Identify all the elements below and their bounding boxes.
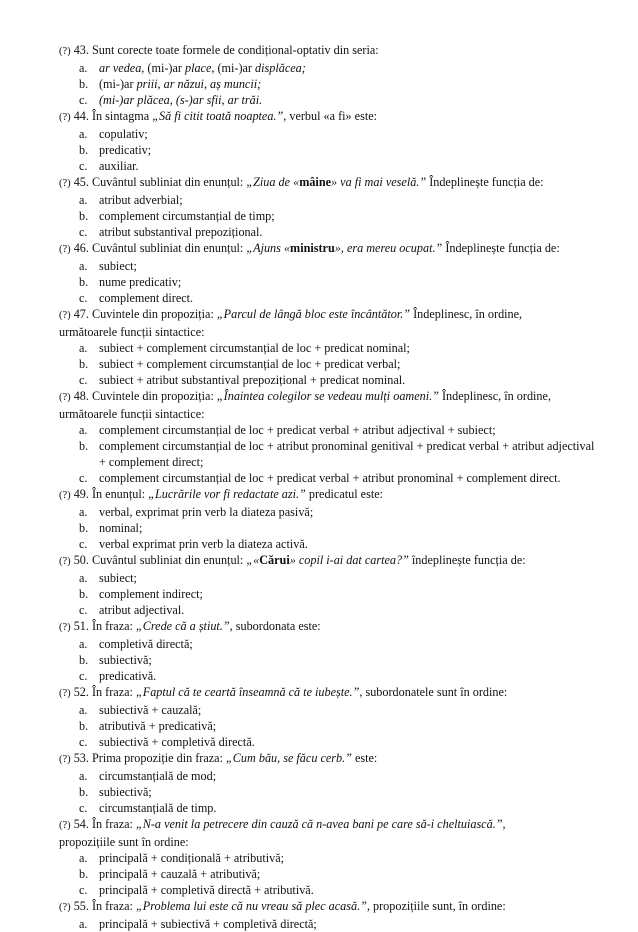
option-text: verbal, exprimat prin verb la diateza pasivă; — [99, 505, 314, 519]
question-mark: (?) — [59, 310, 71, 321]
question-mark: (?) — [59, 178, 71, 189]
option-text: completivă directă; — [99, 637, 193, 651]
question-text-part: „Parcul de lângă bloc este încântător.” — [216, 307, 411, 321]
question-mark: (?) — [59, 490, 71, 501]
answer-option — [79, 504, 598, 520]
question-text-part: „Înaintea colegilor se vedeau mulți oameni.” — [216, 389, 439, 403]
option-letter: b. — [79, 275, 89, 289]
option-letter: a. — [79, 851, 88, 865]
question-number: 43. — [73, 43, 89, 57]
question-text-part: , — [502, 817, 506, 831]
option-letter: a. — [79, 703, 88, 717]
answer-option — [79, 586, 598, 602]
question-text-part: », era mereu ocupat.” — [334, 241, 443, 255]
question-text-part: În fraza: — [91, 619, 136, 633]
question-text-part: În fraza: — [91, 685, 136, 699]
question-text-part: „Cum bău, se făcu cerb.” — [226, 751, 352, 765]
option-letter: a. — [79, 127, 88, 141]
question-46 — [59, 240, 598, 258]
question-mark: (?) — [59, 112, 71, 123]
answer-option — [79, 652, 598, 668]
answer-option — [79, 784, 598, 800]
answer-option — [79, 866, 598, 882]
question-mark: (?) — [59, 556, 71, 567]
option-text: subiectivă + cauzală; — [99, 703, 202, 717]
question-mark: (?) — [59, 688, 71, 699]
question-text-part: » va fi mai veselă.” — [331, 175, 427, 189]
option-text: nume predicativ; — [99, 275, 182, 289]
option-text: complement circumstanțial de loc + predicat verbal + atribut pronominal + complement direct. — [99, 471, 561, 485]
answer-option — [79, 800, 598, 816]
option-letter: b. — [79, 143, 89, 157]
option-text: complement direct. — [99, 291, 194, 305]
answer-option — [79, 340, 598, 356]
question-number: 51. — [73, 619, 89, 633]
option-text: verbal exprimat prin verb la diateza activă. — [99, 537, 308, 551]
answer-option — [79, 356, 598, 372]
option-letter: b. — [79, 77, 89, 91]
question-text-part: Cuvântul subliniat din enunțul: — [91, 241, 247, 255]
question-number: 52. — [73, 685, 89, 699]
question-55 — [59, 898, 598, 916]
option-text: complement circumstanțial de timp; — [99, 209, 275, 223]
question-44 — [59, 108, 598, 126]
question-50 — [59, 552, 598, 570]
option-text: atribut adjectival. — [99, 603, 185, 617]
question-text-part: Cărui — [259, 553, 290, 567]
question-mark: (?) — [59, 244, 71, 255]
question-continuation: următoarele funcții sintactice: — [59, 407, 205, 421]
question-text-part: Îndeplinește funcția de: — [426, 175, 544, 189]
question-text-part: , subordonatele sunt în ordine: — [359, 685, 508, 699]
question-text: Sunt corecte toate formele de condițional-optativ din seria: — [91, 43, 379, 57]
option-text: nominal; — [99, 521, 143, 535]
option-text: atributivă + predicativă; — [99, 719, 217, 733]
option-letter: c. — [79, 883, 88, 897]
option-text: copulativ; — [99, 127, 148, 141]
question-text-part: În sintagma — [91, 109, 153, 123]
option-text-part: (mi-)ar plăcea, (s-)ar sfii, ar trăi. — [99, 93, 263, 107]
answer-option — [79, 258, 598, 274]
option-text: predicativ; — [99, 143, 152, 157]
answer-option — [79, 536, 598, 552]
option-letter: c. — [79, 669, 88, 683]
question-text-part: , verbul «a fi» este: — [283, 109, 378, 123]
option-text: subiectivă + completivă directă. — [99, 735, 255, 749]
option-text: subiect + complement circumstanțial de loc + predicat verbal; — [99, 357, 401, 371]
option-letter: c. — [79, 603, 88, 617]
answer-option — [79, 372, 598, 388]
question-number: 48. — [73, 389, 89, 403]
answer-option — [79, 126, 598, 142]
answer-option — [79, 142, 598, 158]
question-text-part: este: — [351, 751, 378, 765]
answer-option — [79, 290, 598, 306]
question-text-part: „Faptul că te ceartă înseamnă că te iubește.” — [135, 685, 360, 699]
question-text-part: , subordonata este: — [229, 619, 321, 633]
question-text-part: predicatul este: — [305, 487, 383, 501]
question-text-part: „Crede că a știut.” — [135, 619, 230, 633]
question-53 — [59, 750, 598, 768]
answer-option — [79, 718, 598, 734]
answer-option — [79, 158, 598, 174]
option-text: subiect + complement circumstanțial de loc + predicat nominal; — [99, 341, 410, 355]
option-letter: c. — [79, 471, 88, 485]
answer-option — [79, 438, 598, 470]
question-text-part: Prima propoziție din fraza: — [91, 751, 226, 765]
answer-option — [79, 734, 598, 750]
option-letter: a. — [79, 423, 88, 437]
answer-option — [79, 274, 598, 290]
option-text-part: (mi-)ar — [99, 77, 137, 91]
answer-option — [79, 208, 598, 224]
option-text: predicativă. — [99, 669, 157, 683]
question-mark: (?) — [59, 902, 71, 913]
option-letter: c. — [79, 159, 88, 173]
option-letter: a. — [79, 193, 88, 207]
question-text-part: În enunțul: — [91, 487, 149, 501]
answer-option — [79, 668, 598, 684]
question-text-part: Cuvântul subliniat din enunțul: — [91, 175, 247, 189]
answer-option — [79, 470, 598, 486]
option-letter: a. — [79, 917, 88, 931]
option-text: complement circumstanțial de loc + atribut pronominal genitival + predicat verbal + atribut adjectival + complement direct; — [99, 439, 595, 469]
answer-option — [79, 702, 598, 718]
question-number: 47. — [73, 307, 89, 321]
question-text-part: Cuvântul subliniat din enunțul: — [91, 553, 247, 567]
answer-option — [79, 850, 598, 866]
question-48 — [59, 388, 598, 406]
answer-option — [79, 224, 598, 240]
option-text-part: priii, ar năzui, aș muncii; — [136, 77, 262, 91]
option-text-part: displăcea; — [255, 61, 306, 75]
option-text: principală + cauzală + atributivă; — [99, 867, 261, 881]
question-text-part: „Ajuns « — [246, 241, 291, 255]
question-number: 53. — [73, 751, 89, 765]
question-43 — [59, 42, 598, 60]
question-text-part: Îndeplinesc, în ordine, — [438, 389, 551, 403]
option-letter: b. — [79, 357, 89, 371]
option-letter: b. — [79, 653, 89, 667]
answer-option — [79, 192, 598, 208]
option-text: subiectivă; — [99, 785, 152, 799]
option-letter: a. — [79, 505, 88, 519]
answer-option — [79, 570, 598, 586]
question-text-part: Cuvintele din propoziția: — [91, 307, 217, 321]
question-text-part: mâine — [299, 175, 332, 189]
question-number: 44. — [73, 109, 89, 123]
question-number: 54. — [73, 817, 89, 831]
question-text-part: Îndeplinește funcția de: — [442, 241, 560, 255]
option-letter: b. — [79, 439, 89, 453]
question-mark: (?) — [59, 392, 71, 403]
option-letter: c. — [79, 291, 88, 305]
option-text: circumstanțială de mod; — [99, 769, 217, 783]
question-mark: (?) — [59, 46, 71, 57]
question-text-part: » copil i-ai dat cartea?” — [289, 553, 409, 567]
option-letter: a. — [79, 341, 88, 355]
question-text-part: îndeplinește funcția de: — [408, 553, 526, 567]
question-number: 49. — [73, 487, 89, 501]
option-text: atribut adverbial; — [99, 193, 183, 207]
question-text-part: „« — [246, 553, 260, 567]
option-letter: b. — [79, 521, 89, 535]
question-51 — [59, 618, 598, 636]
option-text — [99, 76, 598, 92]
option-letter: c. — [79, 225, 88, 239]
option-text: complement indirect; — [99, 587, 203, 601]
option-text: principală + subiectivă + completivă directă; — [99, 917, 317, 931]
question-45 — [59, 174, 598, 192]
question-text-part: , propozițiile sunt, în ordine: — [366, 899, 506, 913]
option-letter: c. — [79, 93, 88, 107]
answer-option — [79, 422, 598, 438]
option-letter: c. — [79, 801, 88, 815]
question-mark: (?) — [59, 622, 71, 633]
option-text: circumstanțială de timp. — [99, 801, 217, 815]
option-letter: c. — [79, 735, 88, 749]
question-text-part: ministru — [290, 241, 335, 255]
option-letter: a. — [79, 259, 88, 273]
option-letter: c. — [79, 373, 88, 387]
option-text: atribut substantival prepozițional. — [99, 225, 263, 239]
question-number: 55. — [73, 899, 89, 913]
answer-option — [79, 60, 598, 76]
question-text-part: „Lucrările vor fi redactate azi.” — [148, 487, 306, 501]
option-letter: a. — [79, 571, 88, 585]
option-letter: a. — [79, 61, 88, 75]
question-mark: (?) — [59, 820, 71, 831]
option-text-part: place, — [184, 61, 215, 75]
answer-option — [79, 76, 598, 92]
option-text: auxiliar. — [99, 159, 139, 173]
option-text: principală + completivă directă + atributivă. — [99, 883, 314, 897]
answer-option — [79, 92, 598, 108]
option-text — [99, 60, 598, 76]
option-letter: a. — [79, 769, 88, 783]
option-letter: c. — [79, 537, 88, 551]
answer-option — [79, 916, 598, 932]
answer-option — [79, 636, 598, 652]
option-text: subiect; — [99, 571, 137, 585]
question-number: 50. — [73, 553, 89, 567]
answer-option — [79, 520, 598, 536]
option-letter: b. — [79, 719, 89, 733]
answer-option — [79, 882, 598, 898]
option-text-part: (mi-)ar — [214, 61, 256, 75]
answer-option — [79, 602, 598, 618]
question-text-part: „N-a venit la petrecere din cauză că n-avea bani pe care să-i cheltuiască.” — [135, 817, 503, 831]
option-text: subiectivă; — [99, 653, 152, 667]
option-letter: b. — [79, 867, 89, 881]
option-text: principală + condițională + atributivă; — [99, 851, 284, 865]
option-text: subiect + atribut substantival prepozițional + predicat nominal. — [99, 373, 406, 387]
question-text-part: Îndeplinesc, în ordine, — [410, 307, 523, 321]
question-number: 45. — [73, 175, 89, 189]
question-54 — [59, 816, 598, 834]
option-text — [99, 92, 598, 108]
question-49 — [59, 486, 598, 504]
question-continuation: următoarele funcții sintactice: — [59, 325, 205, 339]
question-text-part: În fraza: — [91, 817, 136, 831]
question-text-part: „Ziua de « — [246, 175, 300, 189]
option-letter: a. — [79, 637, 88, 651]
question-text-part: Cuvintele din propoziția: — [91, 389, 217, 403]
option-text-part: ar vedea, — [99, 61, 145, 75]
option-letter: b. — [79, 587, 89, 601]
option-text-part: (mi-)ar — [144, 61, 185, 75]
option-letter: b. — [79, 785, 89, 799]
question-continuation: propozițiile sunt în ordine: — [59, 835, 189, 849]
question-text-part: „Să fi citit toată noaptea.” — [152, 109, 284, 123]
question-text-part: „Problema lui este că nu vreau să plec acasă.” — [135, 899, 367, 913]
option-text: complement circumstanțial de loc + predicat verbal + atribut adjectival + subiect; — [99, 423, 496, 437]
answer-option — [79, 768, 598, 784]
question-text-part: În fraza: — [91, 899, 136, 913]
option-letter: b. — [79, 209, 89, 223]
question-mark: (?) — [59, 754, 71, 765]
question-47 — [59, 306, 598, 324]
option-text: subiect; — [99, 259, 137, 273]
question-52 — [59, 684, 598, 702]
question-number: 46. — [73, 241, 89, 255]
